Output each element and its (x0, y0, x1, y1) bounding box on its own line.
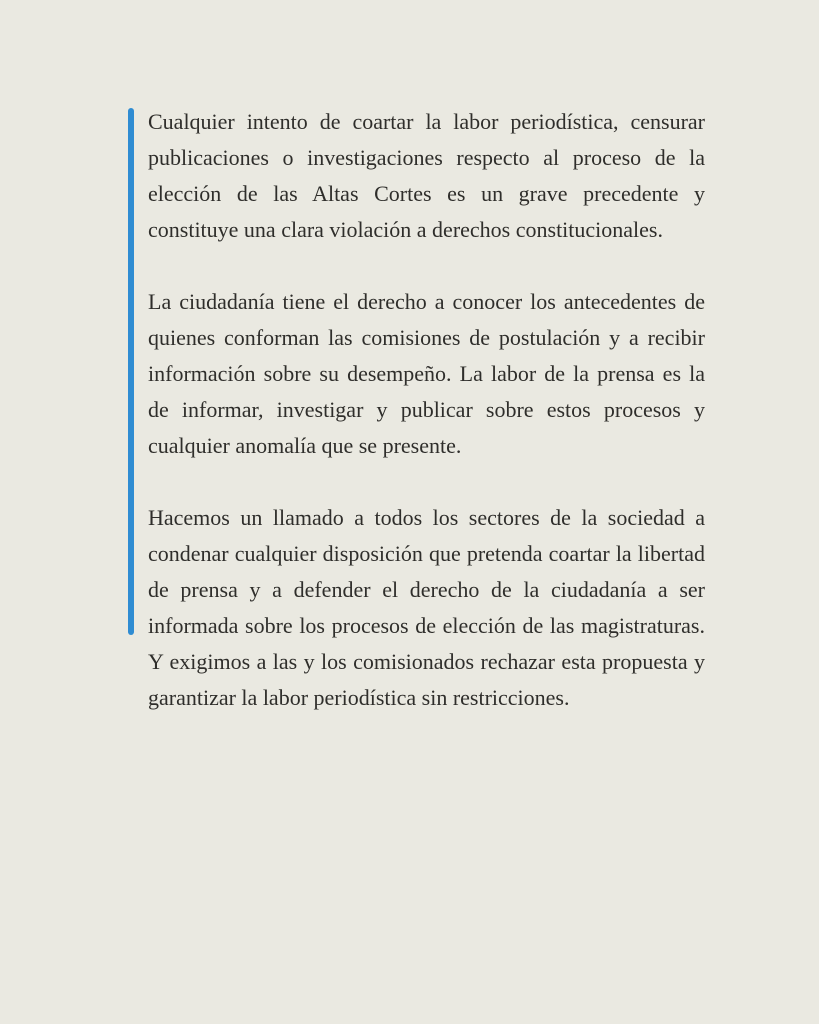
statement-paragraph-3: Hacemos un llamado a todos los sectores de la sociedad a condenar cualquier disposición que pretenda coartar la libertad de prensa y a defender el derecho de la ciudadanía a ser informada sobre los procesos de elección de las magistraturas. Y exigimos a las y los comisionados rechazar esta propuesta y garantizar la labor periodística sin restricciones. (148, 505, 705, 710)
statement-paragraph-1: Cualquier intento de coartar la labor periodística, censurar publicaciones o investigaciones respecto al proceso de la elección de las Altas Cortes es un grave precedente y constituye una clara violación a derechos constitucionales. (148, 109, 705, 242)
accent-bar (128, 108, 134, 635)
statement-paragraph-2: La ciudadanía tiene el derecho a conocer los antecedentes de quienes conforman las comisiones de postulación y a recibir información sobre su desempeño. La labor de la prensa es la de informar, investigar y publicar sobre estos procesos y cualquier anomalía que se presente. (148, 289, 705, 458)
statement-text-block (148, 104, 705, 716)
